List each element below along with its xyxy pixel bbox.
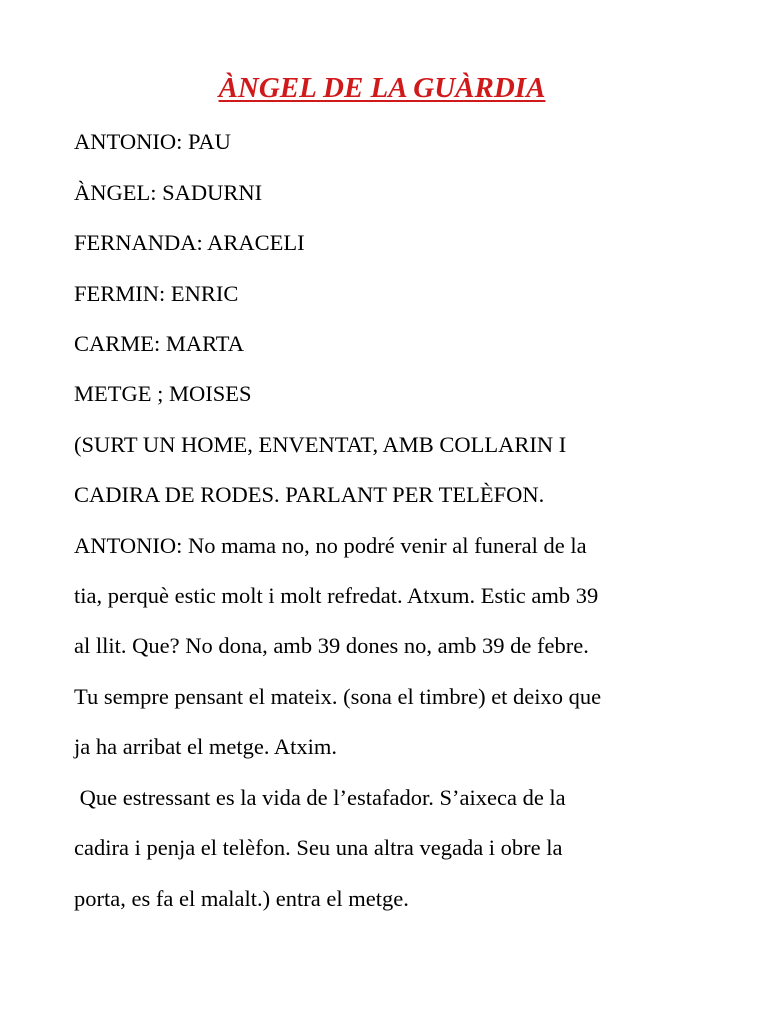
narration-line: Que estressant es la vida de l’estafador. S’aixeca de la xyxy=(74,785,566,810)
stage-direction-line: (SURT UN HOME, ENVENTAT, AMB COLLARIN I xyxy=(74,432,567,457)
dialogue-line: al llit. Que? No dona, amb 39 dones no, amb 39 de febre. xyxy=(74,633,589,658)
dialogue-line: ANTONIO: No mama no, no podré venir al funeral de la xyxy=(74,533,587,558)
dialogue-line: tia, perquè estic molt i molt refredat. Atxum. Estic amb 39 xyxy=(74,583,599,608)
dialogue-line: ja ha arribat el metge. Atxim. xyxy=(74,734,338,759)
cast-line-fernanda: FERNANDA: ARACELI xyxy=(74,230,305,255)
cast-line-metge: METGE ; MOISES xyxy=(74,381,252,406)
stage-direction-line: CADIRA DE RODES. PARLANT PER TELÈFON. xyxy=(74,482,545,507)
narration-line: porta, es fa el malalt.) entra el metge. xyxy=(74,886,409,911)
document-title: ÀNGEL DE LA GUÀRDIA xyxy=(218,72,546,104)
cast-line-angel: ÀNGEL: SADURNI xyxy=(74,180,263,205)
cast-line-antonio: ANTONIO: PAU xyxy=(74,129,231,154)
dialogue-line: Tu sempre pensant el mateix. (sona el timbre) et deixo que xyxy=(74,684,602,709)
cast-line-fermin: FERMIN: ENRIC xyxy=(74,281,239,306)
cast-line-carme: CARME: MARTA xyxy=(74,331,244,356)
narration-line: cadira i penja el telèfon. Seu una altra vegada i obre la xyxy=(74,835,563,860)
